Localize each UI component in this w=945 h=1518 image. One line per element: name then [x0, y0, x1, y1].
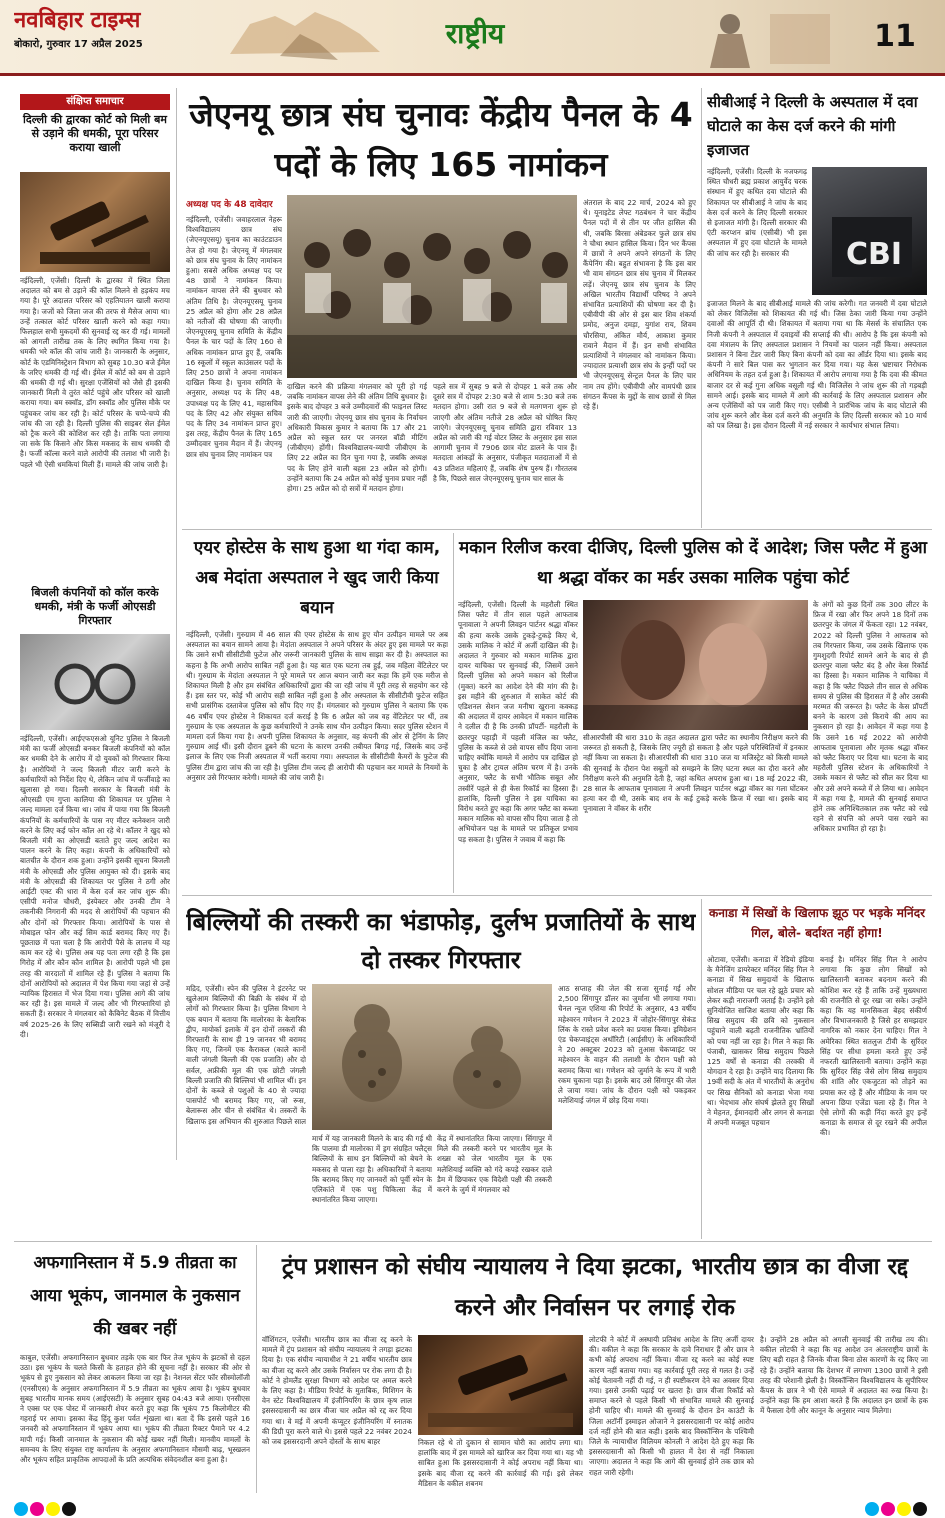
cats-column-3: केंद्र में स्थानांतरित किया जाएगा। सिंगापुर में मिले की तस्करी करने पर भारतीय मूल के शख्स को जेल भारतीय मूल के एक मलेशियाई व्यक्ति को गंदे कपड़े रखकर दाले डैम में छिपाकर एक विदेशी पक्षी की तस्करी करने के जुर्म में मंगलवार को [437, 1134, 552, 1195]
print-registration-marks [0, 1500, 945, 1518]
cbi-jacket-lettering: CBI [846, 237, 903, 272]
trump-column-1: वॉशिंगटन, एजेंसी। भारतीय छात्र का वीजा रद्द करने के मामले में ट्रंप प्रशासन को संघीय न्यायालय ने तगड़ा झटका दिया है। एक संघीय न्यायाधीश ने 21 वर्षीय भारतीय छात्र का वीजा रद्द करने और उसके निर्वासन पर रोक लगा दी है। कोर्ट ने होमलैंड सुरक्षा विभाग को आदेश पर अमल करने के लिए कहा है। मीडिया रिपोर्ट के मुताबिक, मिशिगन के वेन स्टेट विश्वविद्यालय में इंजीनियरिंग के छात्र कृष लाल इससरदासानी का छात्र वीजा चार अप्रैल को रद्द कर दिया गया था। वे मई में अपनी कंप्यूटर इंजीनियरिंग में स्नातक की डिग्री पूरा करने वाले थे। इससे पहले 22 नवंबर 2024 को जब इससरदानी अपने दोस्तों के साथ बाहर [262, 1335, 412, 1447]
shraddha-couple-photo [583, 600, 808, 730]
jnu-column-2: दाखिल करने की प्रक्रिया मंगलवार को पूरी हो गई जबकि नामांकन वापस लेने की अंतिम तिथि बुधवार है। इसके बाद दोपहर 3 बजे उम्मीदवारों की फाइनल लिस्ट जारी की जाएगी। जेएनयू छात्र संघ चुनाव के निर्वाचन अधिकारी विकास कुमार ने बताया कि 17 और 21 अप्रैल को स्कूल स्तर पर जनरल बॉडी मीटिंग (जीबीएम) होंगी। विश्वविद्यालय-व्यापी जीबीएम के लिए 22 अप्रैल का दिन चुना गया है, जबकि अध्यक्ष पद के लिए होने वाली बहस 23 अप्रैल को होगी। उन्होंने बताया कि 24 अप्रैल को कोई चुनाव प्रचार नहीं होगा। 25 अप्रैल को दो सत्रों में मतदान होगा। [287, 382, 427, 494]
masthead [0, 0, 945, 76]
brief-label: संक्षिप्त समाचार [20, 94, 170, 110]
trump-headline: ट्रंप प्रशासन को संघीय न्यायालय ने दिया झटका, भारतीय छात्र का वीजा रद्द करने और निर्वासन पर लगाई रोक [281, 1254, 909, 1321]
masthead-dateline: बोकारो, गुरुवार 17 अप्रैल 2025 [14, 39, 143, 50]
trump-column-3: लोटफी ने कोर्ट में अस्थायी प्रतिबंध आदेश के लिए अर्जी दायर की। वकील ने कहा कि सरकार के दावे निराधार हैं और छात्र ने कभी कोई अपराध नहीं किया। वीजा रद्द करने का कोई स्पष्ट कारण नहीं बताया गया। यह कार्रवाई पूरी तरह से गलत है। उन्हें कोई चेतावनी नहीं दी गई, न ही स्पष्टीकरण देने का अवसर दिया गया। इससे उनकी पढ़ाई पर खतरा है। छात्र वीजा रिकॉर्ड को समाप्त करने से पहले किसी भी संभावित मामले की सुनवाई होनी चाहिए थी। मामले की सुनवाई के दौरान डेन काउंटी के जिला अटॉर्नी इस्माइल ओजाने ने इससरदासानी पर कोई आरोप दर्ज नहीं होने की बात कही। इसके बाद विस्कॉन्सिन के पश्चिमी जिले के न्यायाधीश विलियम कोनली ने आदेश देते हुए कहा कि इससरदासानी को किसी भी हालत में देश से नहीं निकाला जाएगा। अदालत ने कहा कि आगे की सुनवाई होने तक छात्र को राहत जारी रहेगी। [589, 1335, 754, 1477]
jnu-column-3: पहले सत्र में सुबह 9 बजे से दोपहर 1 बजे तक और दूसरे सत्र में दोपहर 2:30 बजे से शाम 5:30 बजे तक मतदान होगा। उसी रात 9 बजे से मतगणना शुरू हो जाएगी और अंतिम नतीजे 28 अप्रैल को घोषित किए जाएंगे। जेएनयूएसयू चुनाव समिति द्वारा रविवार 13 अप्रैल को जारी की गई वोटर लिस्ट के अनुसार इस साल आगामी चुनाव में 7906 छात्र वोट डालने के पात्र हैं। मतदाता आंकड़ों के अनुसार, पंजीकृत मतदाताओं में से 43 प्रतिशत महिलाएं हैं, जबकि शेष पुरुष हैं। गौरतलब है कि, पिछले साल जेएनयूएसयू चुनाव चार साल के [433, 382, 577, 483]
jnu-column-4: अंतराल के बाद 22 मार्च, 2024 को हुए थे। यूनाइटेड लेफ्ट गठबंधन ने चार केंद्रीय पैनल पदों में से तीन पर जीत हासिल की थी, जबकि बिरसा अंबेडकर फुले छात्र संघ ने चौथा स्थान हासिल किया। दिन भर कैंपस में छात्रों ने अपने अपने संगठनों के लिए कैंपेनिंग की। बहुत संभावना है कि इस बार भी वाम संगठन छात्र संघ चुनाव में मिलकर लड़ें। जेएनयू छात्र संघ चुनाव के लिए अखिल भारतीय विद्यार्थी परिषद ने अपने संभावित प्रत्याशियों की घोषणा कर दी है। एबीवीपी की ओर से इस बार शिव शंकर्या प्रमोद, अनुज दमड़ा, युगांश राय, शिवम चौरसिया, अंकित मौर्य, आकाश कुमार रावाने मैदान में हैं। इन सभी संभावित प्रत्याशियों ने मंगलवार को नामांकन किया। ज्यादातर प्रत्याशी छात्र संघ के इन्हीं पदों पर भी जेएनयूएसयू सेन्ट्रल पैनल के लिए चार नाम तय होंगे। एबीवीपी और वामपंथी छात्र संगठन कैंपस के मुद्दों के साथ छात्रों से मिल रहे हैं। [583, 198, 696, 412]
cats-column-2: मार्च में यह जानकारी मिलने के बाद की गई थी कि पालमा डी मालोरका में ड्रग संग्रहित फ्लैट्स बिल्लियों के साथ इन बिल्लियों को बेचने के मकसद से पाला रहा है। अधिकारियों ने बताया कि बरामद किए गए जानवरों को पूर्वी स्पेन के एलिकांते में एक पशु चिकित्सा केंद्र में स्थानांतरित किया जाएगा। [312, 1134, 432, 1205]
shraddha-column-3: के अंगों को कुछ दिनों तक 300 लीटर के फ्रिज में रखा और फिर अपने 18 दिनों तक छतरपुर के जंगल में फेंकता रहा। 12 नवंबर, 2022 को दिल्ली पुलिस ने आफताब को तब गिरफ्तार किया, जब उसके खिलाफ एक गुमशुदगी रिपोर्ट सामने आने के बाद से ही छतरपुर वाला फ्लैट बंद है और केस रिकॉर्ड का हिस्सा है। मकान मालिक ने याचिका में कहा है कि फ्लैट पिछले तीन साल से अधिक समय से पुलिस की हिरासत में है और उसकी मरम्मत की जरूरत है। फ्लैट के केस प्रॉपर्टी बनने के कारण उसे किराये की आय का नुकसान हो रहा है। आवेदन में कहा गया है कि उसने 16 मई 2022 को आरोपी आफताब पूनावाला और मृतक श्रद्धा वॉकर को फ्लैट किराए पर दिया था। घटना के बाद महरौली पुलिस स्टेशन के अधिकारियों ने उसके मकान से फ्लैट को सील कर दिया था और उसे अपने कब्जे में ले लिया था। आवेदन में कहा गया है, मामले की सुनवाई समाप्त होने तक अनिश्चितकाल तक फ्लैट को रखे रहने से संपत्ति को अपने पास रखने का अधिकार प्रभावित हो रहा है। [813, 600, 928, 834]
shraddha-headline: मकान रिलीज करवा दीजिए, दिल्ली पुलिस को दें आदेश; जिस फ्लैट में हुआ था श्रद्धा वॉकर का मर्डर उसका मालिक पहुंचा कोर्ट [459, 538, 927, 588]
air-hostess-body: नईदिल्ली, एजेंसी। गुरुग्राम में 46 साल की एयर होस्टेस के साथ हुए यौन उत्पीड़न मामले पर अब अस्पताल का बयान सामने आया है। मेदांता अस्पताल ने अपने परिसर के अंदर हुए इस मामले पर कहा कि उसने सभी सीसीटीवी फुटेज और जरूरी जानकारी पुलिस के साथ साझा कर दी है। अस्पताल का कहना है कि अभी आरोप साबित नहीं हुआ है। यह बात एक घटना तब हुई, जब महिला वेंटिलेटर पर थी। गुरुग्राम के मेदांता अस्पताल ने पूरे मामले पर आज बयान जारी कर कहा कि हमें एक मरीज से शिकायत मिली है और हम संबंधित अधिकारियों द्वारा की जा रही जांच में पूरी तरह से सहयोग कर रहे हैं। इस स्तर पर, कोई भी आरोप सही साबित नहीं हुआ है और अस्पताल के सीसीटीवी फुटेज सहित सभी प्रासंगिक दस्तावेज पुलिस को सौंप दिए गए हैं। मंगलवार को गुरुग्राम पुलिस ने बताया कि एक 46 वर्षीय एयर होस्टेस ने शिकायत दर्ज कराई है कि 6 अप्रैल को जब वह वेंटिलेटर पर थीं, तब गुरुग्राम के एक अस्पताल के कुछ कर्मचारियों ने उनके साथ यौन उत्पीड़न किया। सदर पुलिस स्टेशन में मामला दर्ज किया गया है। अपनी पुलिस शिकायत के अनुसार, वह कंपनी की ओर से ट्रेनिंग के लिए गुरुग्राम आई थीं। इसी दौरान डूबने की घटना के कारण उनकी तबीयत बिगड़ गई, जिसके बाद उन्हें इलाज के लिए एक निजी अस्पताल में भर्ती कराया गया। अस्पताल के सीसीटीवी कैमरों के फुटेज की पुलिस टीम द्वारा जांच की जा रही है। पुलिस टीम जल्द ही आरोपी की पहचान कर मामले के नियमों के अनुसार उसे गिरफ्तार करेगी। मामले की जांच जारी है। [186, 630, 448, 782]
gavel-books-photo [418, 1335, 583, 1435]
cats-column-4: आठ सप्ताह की जेल की सजा सुनाई गई और 2,500 सिंगापुर डॉलर का जुर्माना भी लगाया गया। चैनल न्यूज एशिया की रिपोर्ट के अनुसार, 43 वर्षीय महेश्वरन गणेशन ने 2023 में जोहोर-सिंगापुर सेकंड लिंक के रास्ते प्रवेश करने का प्रयास किया। इमिग्रेशन एंड चेकप्वाइंट्स अथॉरिटी (आईसीए) के अधिकारियों ने 20 अक्टूबर 2023 को तुआस चेकप्वाइंट पर महेश्वरन के वाहन की तलाशी के दौरान पक्षी को बरामद किया था। गणेशन को जुर्माने के रूप में भारी रकम चुकाना पड़ा है। इसके बाद उसे सिंगापुर की जेल ले जाया गया। जांच के दौरान पक्षी को पकड़कर मलेशियाई जंगल में छोड़ दिया गया। [558, 984, 696, 1106]
brief-headline-1: दिल्ली की द्वारका कोर्ट को मिली बम से उड़ाने की धमकी, पूरा परिसर कराया खाली [23, 113, 167, 154]
cbi-column-1: नईदिल्ली, एजेंसी। दिल्ली के नजफगढ़ स्थित चौधरी ब्रह्म प्रकाश आयुर्वेद चरक संस्थान में हुए कथित दवा घोटाले की शिकायत पर सीबीआई ने जांच के बाद केस दर्ज करने के लिए दिल्ली सरकार से इजाजत मांगी है। दिल्ली सरकार की एंटी करप्शन ब्रांच (एसीबी) भी इस अस्पताल में हुए दवा घोटाले के मामले की जांच कर रही है। सरकार की [707, 167, 807, 258]
jnu-subhead: अध्यक्ष पद के 48 दावेदार [186, 200, 273, 210]
cats-column-1: मद्रिद, एजेंसी। स्पेन की पुलिस ने इंटरनेट पर खुलेआम बिल्लियों की बिक्री के संबंध में दो लोगों को गिरफ्तार किया है। पुलिस विभाग ने एक बयान में बताया कि मालोरका के बेलारिक द्वीप, मायोर्का इलाके में इन दोनों तस्करों की गिरफ्तारी के साथ ही 19 जानवर भी बरामद किए गए, जिनमें एक कैराकल (काले कानों वाली जंगली बिल्ली की एक प्रजाति) और दो सर्वल, अफ्रीकी मूल की एक छोटी जंगली बिल्ली प्रजाति की बिल्लियां भी शामिल थीं। इन दोनों के कब्जे से पशुओं के 40 से ज्यादा पासपोर्ट भी बरामद किए गए, जो रूस, बेलारूस और चीन से संबंधित थे। तस्करों के खिलाफ इस अभियान की शुरुआत पिछले साल [186, 984, 306, 1126]
air-hostess-headline: एयर होस्टेस के साथ हुआ था गंदा काम, अब मेदांता अस्पताल ने खुद जारी किया बयान [193, 538, 441, 618]
brief-body-2: नईदिल्ली, एजेंसी। आईएफएसओ यूनिट पुलिस ने बिजली मंत्री का फर्जी ओएसडी बनकर बिजली कंपनियों को कॉल कर धमकी देने के आरोप में दो युवकों को गिरफ्तार किया है। आरोपियों ने जल्द बिजली मीटर जारी करने के कर्मचारियों को निर्देश दिए थे, लेकिन जांच में फर्जीवाड़े का खुलासा हो गया। दिल्ली सरकार के बिजली मंत्री के ओएसडी एम गुप्ता कालिया की शिकायत पर पुलिस ने जल्द मामला दर्ज किया था। जांच में पाया गया कि बिजली कंपनियों के कर्मचारियों के पास नए मीटर कनेक्शन जारी करने के लिए कई फोन कॉल आ रहे थे। कॉलर ने खुद को बिजली मंत्री का ओएसडी बताते हुए जल्द आदेश का पालन करने के लिए कहा। कंपनी के अधिकारियों को बातचीत के दौरान शक हुआ। उन्होंने इसकी सूचना बिजली मंत्री के ओएसडी और पुलिस आयुक्त को दी। इसके बाद मंत्री के ओएसडी की शिकायत पर पुलिस ने ठगी और आईटी एक्ट की धारा में केस दर्ज कर जांच शुरू की। एसीपी मनोज चौधरी, इंस्पेक्टर और उनकी टीम ने तकनीकी निगरानी की मदद से आरोपियों की पहचान की और दोनों को गिरफ्तार किया। आरोपियों के पास से मोबाइल फोन और कई सिम कार्ड बरामद किए गए हैं। पूछताछ में पता चला है कि आरोपी पैसे के लालच में यह काम कर रहे थे। पुलिस अब यह पता लगा रही है कि इस गिरोह में और कौन कौन शामिल है। आरोपी पहले भी इस तरह की वारदातों में शामिल रहे हैं। पुलिस ने बताया कि दोनों आरोपियों को अदालत में पेश किया गया जहां से उन्हें न्यायिक हिरासत में भेज दिया गया। पुलिस आगे की जांच कर रही है। इस मामले में जल्द और भी गिरफ्तारियां हो सकती हैं। सरकार ने मंगलवार को कैबिनेट बैठक में वित्तीय वर्ष 2025-26 के लिए सब्सिडी जारी रखने को मंजूरी दे दी। [20, 734, 170, 1039]
section-title: राष्ट्रीय [445, 17, 505, 50]
gandhi-art [660, 4, 840, 70]
masthead-logo: नवबिहार टाइम्स [14, 7, 141, 32]
page-number: 11 [874, 19, 916, 54]
afghanistan-headline: अफगानिस्तान में 5.9 तीव्रता का आया भूकंप, जानमाल के नुकसान की खबर नहीं [30, 1253, 240, 1339]
afghanistan-body: काबुल, एजेंसी। अफगानिस्तान बुधवार तड़के एक बार फिर तेज भूकंप के झटकों से दहल उठा। इस भूकंप के चलते किसी के हताहत होने की सूचना नहीं है। सरकार की ओर से भूकंप से हुए नुकसान को लेकर आकलन किया जा रहा है। नेशनल सेंटर फॉर सीस्मोलॉजी (एनसीएस) के अनुसार अफगानिस्तान में 5.9 तीव्रता का भूकंप आया है। भूकंप बुधवार सुबह भारतीय मानक समय (आईएसटी) के अनुसार सुबह 04:43 बजे आया। एनसीएस ने एक्स पर एक पोस्ट में जानकारी शेयर करते हुए कहा कि भूकंप 75 किलोमीटर की गहराई पर आया। इसका केंद्र हिंदू कुश पर्वत शृंखला था। बता दें कि इससे पहले 16 जनवरी को अफगानिस्तान में भूकंप आया था। भूकंप की तीव्रता रिक्टर पैमाने पर 4.2 मापी गई। किसी जानमाल के नुकसान की कोई खबर नहीं मिली। मानवीय मामलों के समन्वय के लिए संयुक्त राष्ट्र कार्यालय के अनुसार अफगानिस्तान मौसमी बाढ़, भूस्खलन और भूकंप सहित प्राकृतिक आपदाओं के प्रति अत्यधिक संवेदनशील बना हुआ है। [20, 1353, 250, 1465]
shraddha-column-1: नईदिल्ली, एजेंसी। दिल्ली के महरौली स्थित जिस फ्लैट में तीन साल पहले आफताब पूनावाला ने अपनी लिवइन पार्टनर श्रद्धा वॉकर की हत्या करके उसके टुकड़े-टुकड़े किए थे, उसके मालिक ने कोर्ट में अर्जी दाखिल की है। अदालत ने गुरुवार को मकान मालिक द्वारा दायर याचिका पर सुनवाई की, जिसमें उसने दिल्ली पुलिस को अपने मकान को रिलीज (मुक्त) करने का आदेश देने की मांग की है। इस महीने की शुरुआत में साकेत कोर्ट की एडिशनल सेशन जज मनीषा खुराना कक्कड़ की अदालत में दायर आवेदन में मकान मालिक ने दलील दी है कि उनकी प्रॉपर्टी- महरौली के छतरपुर पहाड़ी में पहली मंजिल का फ्लैट, पुलिस के कब्जे से उसे वापस सौंप दिया जाना चाहिए क्योंकि मामले में आरोप पत्र दाखिल हो चुका है और ट्रायल अंतिम चरण में है। उनके अनुसार, फ्लैट के सभी भौतिक सबूत और तस्वीरें पहले से ही केस रिकॉर्ड का हिस्सा हैं। हालांकि, दिल्ली पुलिस ने इस याचिका का विरोध करते हुए कहा कि अगर फ्लैट का कब्जा मकान मालिक को वापस सौंप दिया जाता है तो अभियोजन पक्ष के मामले पर प्रतिकूल प्रभाव पड़ सकता है। पुलिस ने जवाब में कहा कि [458, 600, 578, 844]
cats-photo [312, 984, 552, 1130]
jnu-headline: जेएनयू छात्र संघ चुनावः केंद्रीय पैनल के 4 पदों के लिए 165 नामांकन [189, 95, 693, 184]
shraddha-column-2: सीआरपीसी की धारा 310 के तहत अदालत द्वारा फ्लैट का स्थानीय निरीक्षण करने की जरूरत हो सकती है, जिसके लिए ज्यूरी हो सकता है और पहले परिस्थितियों में इनकार नहीं किया जा सकता है। सीआरपीसी की धारा 310 जज या मजिस्ट्रेट को किसी मामले की सुनवाई के दौरान पेश सबूतों को समझने के लिए घटना स्थल का दौरा करने और निरीक्षण करने की अनुमति देती है, जहां कथित अपराध हुआ था। 18 मई 2022 की, 28 साल के आफताब पूनावाला ने अपनी लिवइन पार्टनर श्रद्धा वॉकर का गला घोंटकर हत्या कर दी थी, उसके बाद शव के कई टुकड़े करके फ्रिज में रखा था। इसके बाद पूनावाला ने वॉकर के शरीर [583, 733, 808, 814]
jnu-column-1: नईदिल्ली, एजेंसी। जवाहरलाल नेहरू विश्वविद्यालय छात्र संघ (जेएनयूएसयू) चुनाव का काउंटडाउन तेज हो गया है। जेएनयू में मंगलवार को छात्र संघ चुनाव के लिए नामांकन हुआ। सबसे अधिक अध्यक्ष पद पर 48 छात्रों ने नामांकन किया। नामांकन वापस लेने की बुधवार को अंतिम तिथि है। जेएनयूएसयू चुनाव 25 अप्रैल को होगा और 28 अप्रैल को नतीजों की घोषणा की जाएगी। जेएनयूएसयू चुनाव समिति के केंद्रीय पैनल के चार पदों के लिए 160 से अधिक नामांकन प्राप्त हुए हैं, जबकि 16 स्कूलों में स्कूल काउंसलर पदों के लिए 250 छात्रों ने अपना नामांकन दाखिल किया है। चुनाव समिति के अनुसार, अध्यक्ष पद के लिए 48, उपाध्यक्ष पद के लिए 41, महासचिव पद के लिए 42 और संयुक्त सचिव पद के लिए 34 नामांकन प्राप्त हुए। इस तरह, केंद्रीय पैनल के लिए 165 उम्मीदवार चुनाव मैदान में हैं। जेएनयू छात्र संघ चुनाव लिए नामांकन पत्र [186, 215, 282, 459]
cats-headline: बिल्लियों की तस्करी का भंडाफोड़, दुर्लभ प्रजातियों के साथ दो तस्कर गिरफ्तार [186, 908, 696, 974]
trump-column-2: निकल रहे थे तो दुकान से सामान चोरी का आरोप लगा था। हालांकि बाद में इस मामले को खारिज कर दिया गया था। यह भी साबित हुआ कि इससरदासानी ने कोई अपराध नहीं किया था। इसके बाद वीजा रद्द करने की कार्रवाई की गई। इसे लेकर मैडिसन के वकील शबनम [418, 1438, 583, 1488]
cbi-officer-photo [812, 167, 927, 295]
cbi-headline: सीबीआई ने दिल्ली के अस्पताल में दवा घोटाले का केस दर्ज करने की मांगी इजाजत [707, 93, 918, 159]
brief-body-1: नईदिल्ली, एजेंसी। दिल्ली के द्वारका में स्थित जिला अदालत को बम से उड़ाने की कॉल मिलने से हड़कंप मच गया है। पूरे अदालत परिसर को एहतियातन खाली कराया गया है। जजों को जिला जज की तरफ से मैसेज आया था। उन्हें तत्काल कोर्ट परिसर खाली करने को कहा गया। फिलहाल सभी मुकदमों की सुनवाई रद्द कर दी गई। मामलों को आगली तारीख तक के लिए स्थगित किया गया है। धमकी भरे कॉल की जांच जारी है। जानकारी के अनुसार, कोर्ट के एडमिनिस्ट्रेशन विभाग को सुबह 10.30 बजे ईमेल के जरिए धमकी दी गई थी। ईमेल में कोर्ट को बम से उड़ाने की धमकी दी गई थी। सुरक्षा एजेंसियों को जैसे ही इसकी जानकारी मिली वे तुरंत कोर्ट पहुंचे और परिसर को खाली कराया गया। बम स्क्वॉड, डॉग स्क्वॉड और पुलिस मौके पर पहुंचकर जांच कर रही है। कोर्ट परिसर के चप्पे-चप्पे की जांच की जा रही है। दिल्ली पुलिस की साइबर सेल ईमेल को ट्रैक करने की कोशिश कर रही है। ताकि पता लगाया जा सके कि किसने और किस मकसद के साथ धमकी दी है। फर्जी कॉल्स करने वाले आरोपी की तलाश भी जारी है। पहले भी ऐसी धमकियां मिली हैं। मामले की जांच जारी है। [20, 276, 170, 469]
brief-headline-2: बिजली कंपनियों को कॉल करके धमकी, मंत्री के फर्जी ओएसडी गिरफ्तार [31, 586, 159, 627]
jnu-students-photo [287, 195, 577, 378]
handcuff-photo [20, 634, 170, 730]
canada-column-1: ओटावा, एजेंसी। कनाडा में रेडियो इंडिया के मैनेजिंग डायरेक्टर मनिंदर सिंह गिल ने कनाडा में सिख समुदायों के खिलाफ सोशल मीडिया पर चल रहे झूठे प्रचार को लेकर कड़ी नाराजगी जताई है। उन्होंने इसे सुनियोजित साजिश बताया और कहा कि सिख समुदाय की छवि को नुकसान पहुंचाने वाली बढ़ती राजनीतिक भ्रांतियों को पचा नहीं जा रहा है। गिल ने कहा कि पंजाबी, खासकर सिख समुदाय पिछले 125 वर्षों से कनाडा की तरक्की में योगदान दे रहा है। उन्होंने याद दिलाया कि 19वीं सदी के अंत में भारतीयों के अनुरोध पर सिख सैनिकों को कनाडा भेजा गया था। भेदभाव और संघर्ष झेलते हुए सिखों ने मेहनत, ईमानदारी और लगन से कनाडा में अपनी मजबूत पहचान [707, 955, 814, 1128]
court-gavel-photo [20, 172, 170, 272]
canada-headline: कनाडा में सिखों के खिलाफ झूठ पर भड़के मनिंदर गिल, बोले- बर्दाश्त नहीं होगा! [709, 906, 925, 940]
canada-column-2: बनाई है। मनिंदर सिंह गिल ने आरोप लगाया कि कुछ लोग सिखों को खालिस्तानी बताकर बदनाम करने की कोशिश कर रहे हैं ताकि उन्हें मुख्यधारा की राजनीति से दूर रखा जा सके। उन्होंने कहा कि यह मानसिकता बेहद संकीर्ण और विभाजनकारी है जिसे हर समझदार नागरिक को नकार देना चाहिए। गिल ने अमेरिका स्थित सतलुज टीवी के सुरिंदर सिंह पर सीधा हमला करते हुए उन्हें नफरती खालिस्तानी बताया। उन्होंने कहा कि सुरिंदर सिंह जैसे लोग सिख समुदाय की शांति और एकजुटता को तोड़ने का प्रयास कर रहे हैं और मीडिया के नाम पर अपना छिपा एजेंडा चला रहे हैं। गिल ने ऐसे लोगों की कड़ी निंदा करते हुए इन्हें कनाडा के समाज से दूर रखने की अपील की। [820, 955, 927, 1138]
trump-column-4: है। उन्होंने 28 अप्रैल को अगली सुनवाई की तारीख तय की। वकील लोटफी ने कहा कि यह आदेश उन अंतरराष्ट्रीय छात्रों के लिए बड़ी राहत है जिनके वीजा बिना ठोस कारणों के रद्द किए जा रहे हैं। उन्होंने बताया कि देशभर में लगभग 1300 छात्रों ने इसी तरह की परेशानी झेली है। विस्कॉन्सिन विश्वविद्यालय के सुपीरियर कैंपस के छात्र ने भी ऐसे मामले में अदालत का रुख किया है। उन्होंने कहा कि हम आशा करते हैं कि अदालत इन छात्रों के हक में फैसला देगी और कानून के अनुसार न्याय मिलेगा। [760, 1335, 928, 1416]
cbi-column-2: इजाजत मिलने के बाद सीबीआई मामले की जांच करेगी। गत जनवरी में दवा घोटाले को लेकर विजिलेंस को शिकायत की गई थी। जिस ठेका जारी किया गया उन्होंने दवाओं की आपूर्ति दी थी। शिकायत में बताया गया था कि मेसर्स के संचालित एक निजी कंपनी ने अस्पताल में दवाइयों की सप्लाई की थी। आरोप है कि इस कंपनी को दवा मंत्रालय के लिए अस्पताल प्रशासन ने नियमों का पालन नहीं किया। अस्पताल प्रशासन ने बिना टेंडर जारी किए बिना कंपनी को दवा का ऑर्डर दिया था। इसके बाद कंपनी ने सारे बिल पास कर भुगतान कर दिया गया। यह केस भ्रष्टाचार निरोधक अधिनियम के तहत दर्ज हुआ है। शिकायत में आरोप लगाया गया है कि दवा की कीमत बाजार दर से कई गुना अधिक वसूली गई थी। विजिलेंस ने जांच शुरू की तो गड़बड़ी सामने आई। इसके बाद मामले में आगे की कार्रवाई के लिए अस्पताल प्रशासन और अन्य एजेंसियों को पत्र जारी किए गए। एसीबी ने प्रारंभिक जांच के बाद घोटाले की जांच शुरू करने और केस दर्ज करने की अनुमति के लिए दिल्ली सरकार को 10 मार्च को पत्र लिखा है। इस दौरान दिल्ली में नई सरकार ने कार्यभार संभाल लिया। [707, 299, 927, 431]
india-map-art [220, 4, 390, 66]
